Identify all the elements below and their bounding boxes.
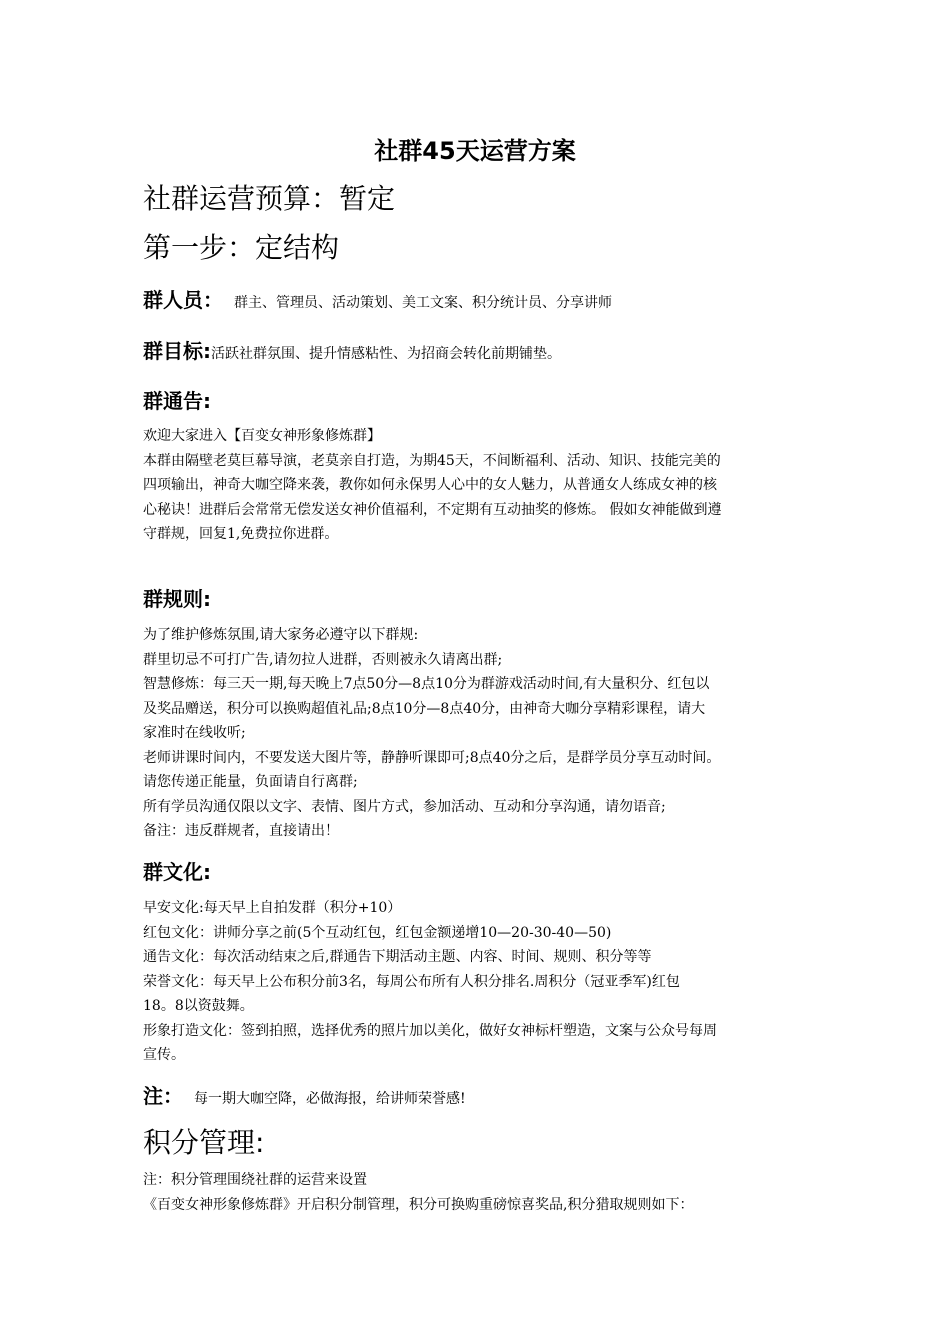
notice-heading: 群通告: xyxy=(143,389,211,413)
culture-line: 红包文化：讲师分享之前(5个互动红包，红包金额递增10—20-30-40—50) xyxy=(143,924,612,941)
budget-heading: 社群运营预算：暂定 xyxy=(143,182,396,215)
rules-line: 及奖品赠送，积分可以换购超值礼品;8点10分—8点40分，由神奇大咖分享精彩课程，请大 xyxy=(143,700,706,717)
notice-line: 四项输出，神奇大咖空降来袭，教你如何永保男人心中的女人魅力，从普通女人练成女神的核 xyxy=(143,477,717,493)
culture-line: 形象打造文化：签到拍照，选择优秀的照片加以美化，做好女神标杆塑造，文案与公众号每周 xyxy=(143,1022,717,1039)
notice-line: 守群规，回复1,免费拉你进群。 xyxy=(143,526,339,542)
rules-line: 老师讲课时间内，不要发送大图片等，静静听课即可;8点40分之后，是群学员分享互动时间。 xyxy=(143,749,721,766)
goal-label: 群目标: xyxy=(143,339,211,363)
rules-line: 备注：违反群规者，直接请出！ xyxy=(143,823,339,839)
goal-text: 活跃社群氛围、提升情感粘性、为招商会转化前期铺垫。 xyxy=(211,346,561,362)
notice-body xyxy=(143,424,813,547)
notice-line: 本群由隔壁老莫巨幕导演，老莫亲自打造，为期45天，不间断福利、活动、知识、技能完美的 xyxy=(143,452,721,469)
members-label: 群人员： xyxy=(143,288,223,312)
step1-heading: 第一步：定结构 xyxy=(143,231,340,264)
rules-line: 智慧修炼：每三天一期,每天晚上7点50分—8点10分为群游戏活动时间,有大量积分、红包以 xyxy=(143,676,710,692)
rules-line: 为了维护修炼氛围,请大家务必遵守以下群规: xyxy=(143,627,419,643)
rules-body xyxy=(143,623,813,844)
culture-line: 早安文化:每天早上自拍发群（积分+10） xyxy=(143,900,402,916)
culture-line: 宣传。 xyxy=(143,1047,185,1063)
notice-line: 欢迎大家进入【百变女神形象修炼群】 xyxy=(143,428,381,444)
points-line: 注：积分管理围绕社群的运营来设置 xyxy=(143,1172,367,1188)
document-title: 社群45天运营方案 xyxy=(374,137,576,165)
culture-heading: 群文化: xyxy=(143,860,211,884)
culture-line: 通告文化：每次活动结束之后,群通告下期活动主题、内容、时间、规则、积分等等 xyxy=(143,949,652,965)
points-heading: 积分管理: xyxy=(143,1126,265,1159)
note-line xyxy=(143,1081,466,1114)
notice-line: 心秘诀！进群后会常常无偿发送女神价值福利，不定期有互动抽奖的修炼。 假如女神能做到遵 xyxy=(143,501,722,518)
points-line: 《百变女神形象修炼群》开启积分制管理，积分可换购重磅惊喜奖品,积分猎取规则如下： xyxy=(143,1196,694,1213)
members-text: 群主、管理员、活动策划、美工文案、积分统计员、分享讲师 xyxy=(233,295,612,311)
note-text: 每一期大咖空降，必做海报，给讲师荣誉感! xyxy=(193,1091,466,1107)
rules-line: 群里切忌不可打广告,请勿拉人进群，否则被永久请离出群; xyxy=(143,651,503,668)
rules-line: 家准时在线收听; xyxy=(143,725,246,741)
points-body xyxy=(143,1168,813,1217)
culture-line: 荣誉文化：每天早上公布积分前3名，每周公布所有人积分排名.周积分（冠亚季军)红包 xyxy=(143,973,680,990)
culture-body xyxy=(143,896,813,1068)
note-label: 注： xyxy=(143,1084,183,1108)
goal-line xyxy=(143,336,561,369)
rules-heading: 群规则: xyxy=(143,587,211,611)
rules-line: 请您传递正能量，负面请自行离群; xyxy=(143,774,358,790)
culture-line: 18。8以资鼓舞。 xyxy=(143,998,254,1014)
rules-line: 所有学员沟通仅限以文字、表情、图片方式，参加活动、互动和分享沟通，请勿语音; xyxy=(143,798,666,815)
members-line xyxy=(143,285,612,318)
